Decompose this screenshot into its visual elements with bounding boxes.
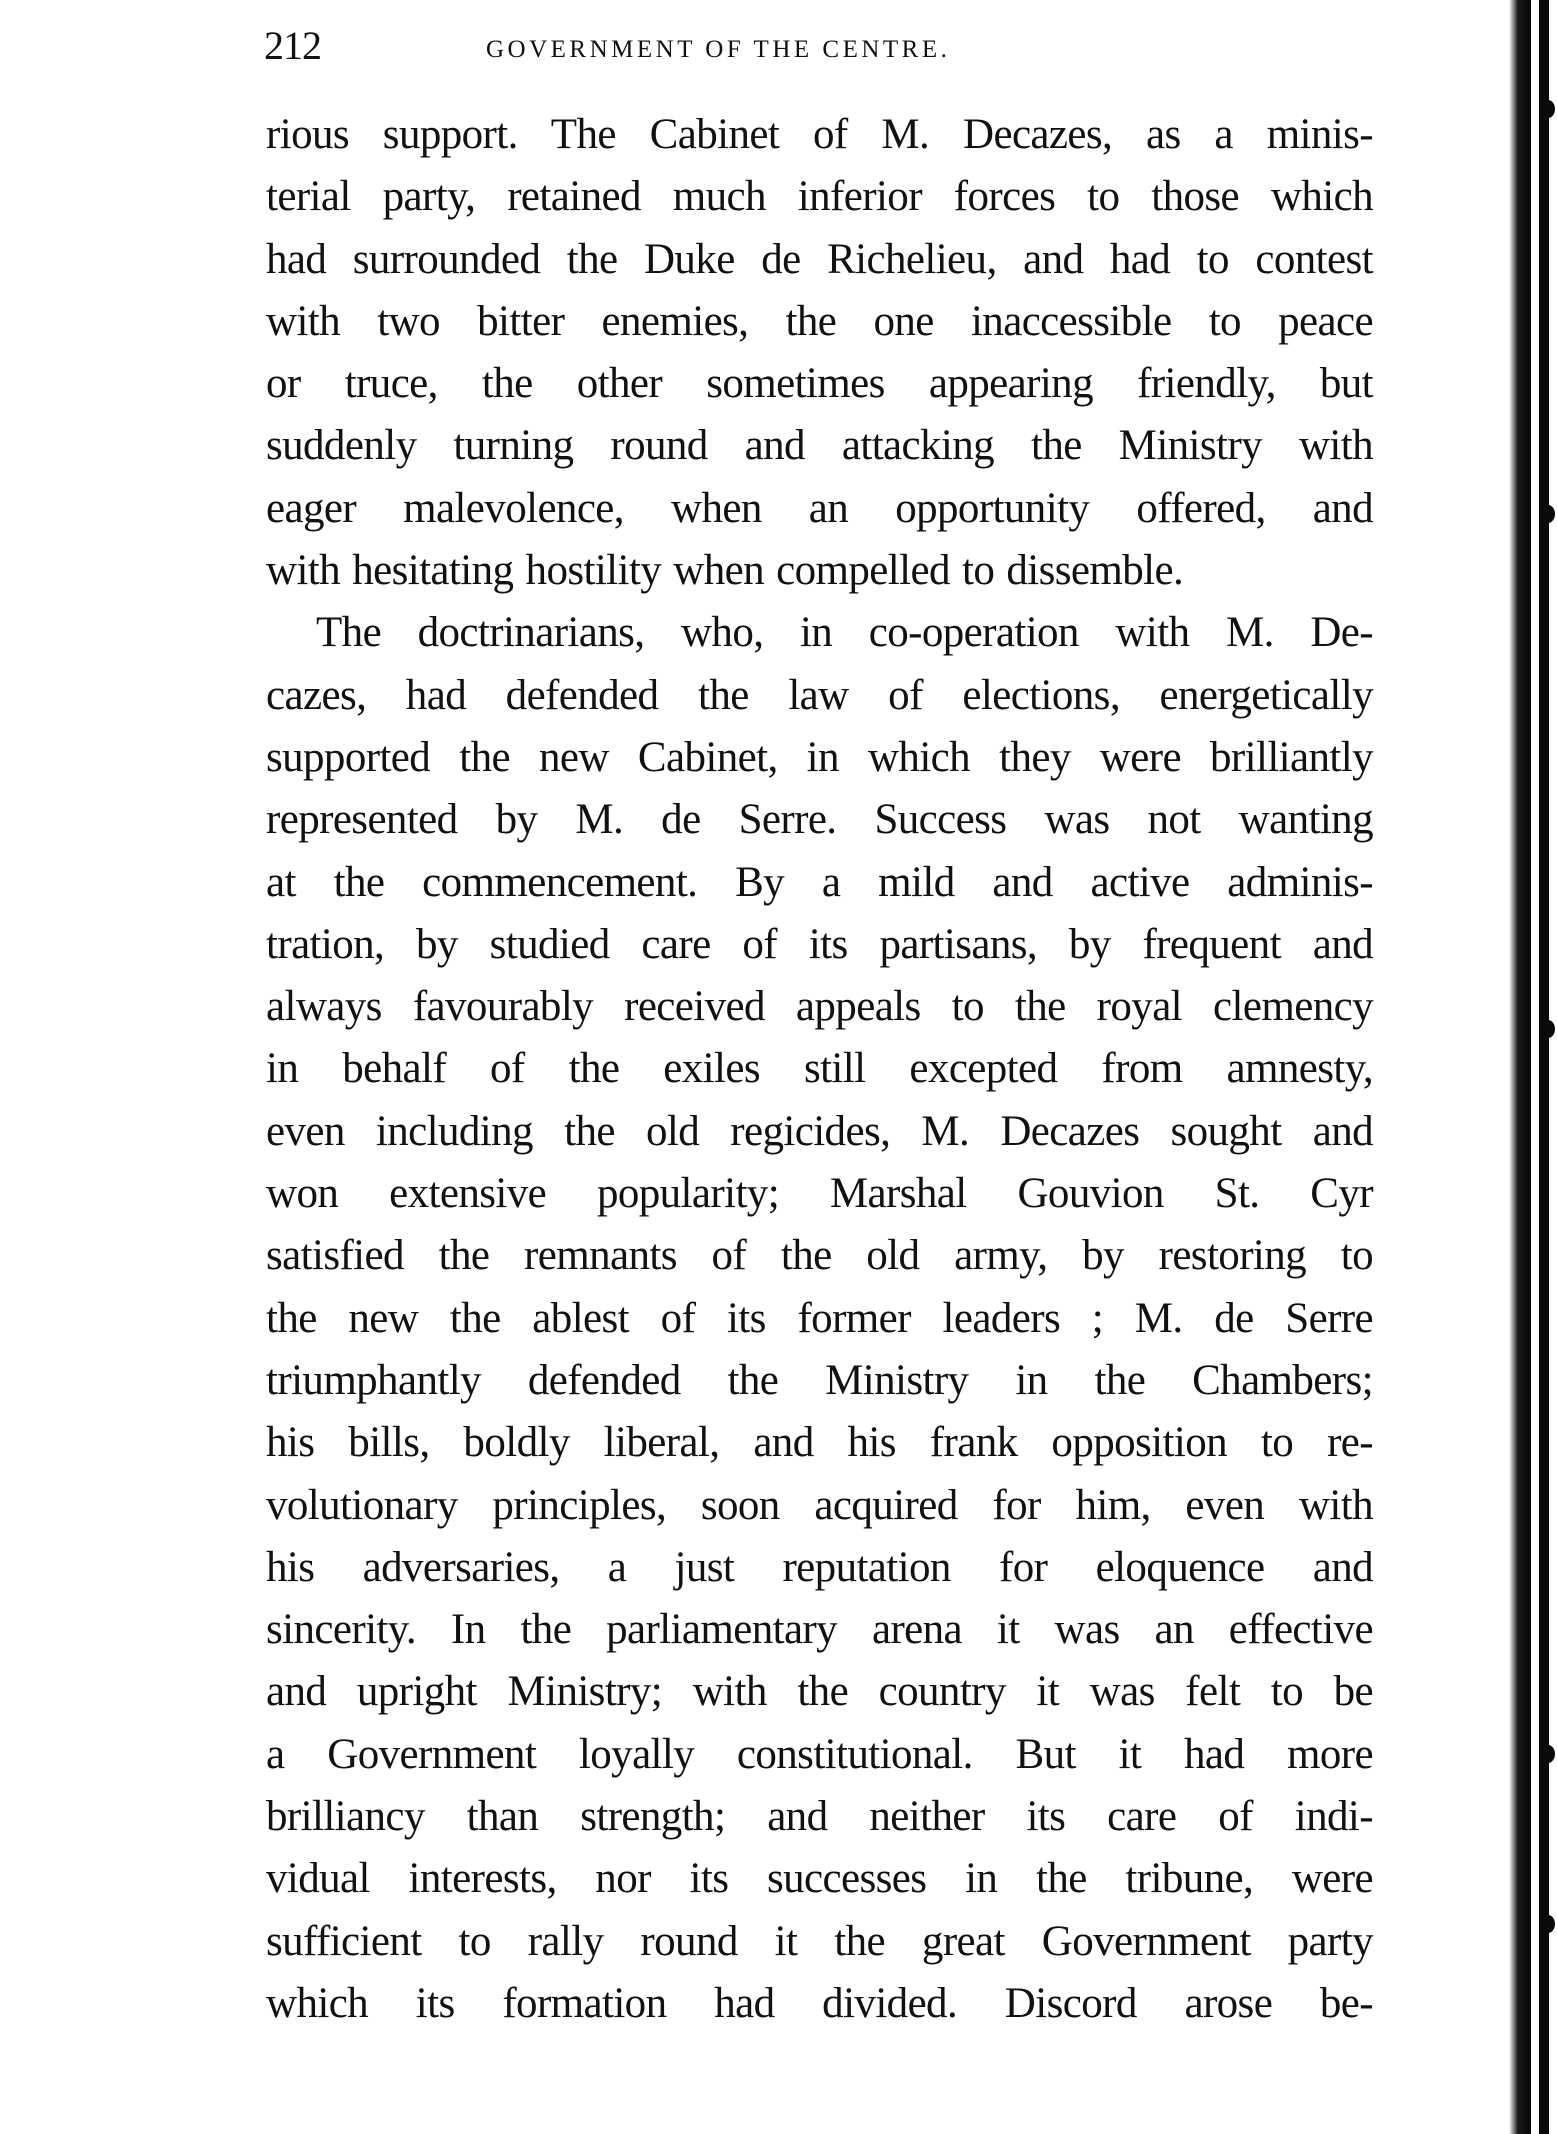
text-line: terial party, retained much inferior forces to those which <box>266 173 1373 221</box>
binding-notch <box>1541 100 1555 118</box>
text-line: The doctrinarians, who, in co-operation with M. De- <box>316 609 1373 657</box>
text-line: eager malevolence, when an opportunity offered, and <box>266 484 1373 532</box>
binding-notch <box>1541 1020 1555 1038</box>
text-line: vidual interests, nor its successes in the tribune, were <box>266 1855 1373 1903</box>
text-line: the new the ablest of its former leaders ; M. de Serre <box>266 1294 1373 1342</box>
text-line: suddenly turning round and attacking the Ministry with <box>266 422 1373 470</box>
paragraph-1 <box>266 104 1373 602</box>
text-line: sincerity. In the parliamentary arena it was an effective <box>266 1606 1373 1654</box>
paragraph-2 <box>266 602 1373 2035</box>
text-line: which its formation had divided. Discord arose be- <box>266 1979 1373 2027</box>
text-line: his bills, boldly liberal, and his frank opposition to re- <box>266 1419 1373 1467</box>
text-line: at the commencement. By a mild and active adminis- <box>266 858 1373 906</box>
text-line: rious support. The Cabinet of M. Decazes, as a minis- <box>266 111 1373 158</box>
text-line: volutionary principles, soon acquired for him, even with <box>266 1481 1373 1529</box>
text-line: represented by M. de Serre. Success was not wanting <box>266 796 1373 844</box>
text-line: or truce, the other sometimes appearing friendly, but <box>266 360 1373 408</box>
body-text <box>266 104 1373 2035</box>
text-line: had surrounded the Duke de Richelieu, and had to contest <box>266 235 1373 283</box>
text-line: always favourably received appeals to the royal clemency <box>266 983 1373 1031</box>
scanned-binding-edge <box>1493 0 1557 2134</box>
text-line: cazes, had defended the law of elections, energetically <box>266 671 1373 719</box>
page-number: 212 <box>264 23 321 68</box>
text-line: a Government loyally constitutional. But it had more <box>266 1730 1373 1778</box>
text-line: won extensive popularity; Marshal Gouvion St. Cyr <box>266 1170 1373 1218</box>
text-line: tration, by studied care of its partisans, by frequent and <box>266 920 1373 968</box>
binding-notch <box>1541 505 1555 523</box>
text-line: even including the old regicides, M. Decazes sought and <box>266 1107 1373 1155</box>
binding-notch <box>1541 1745 1555 1763</box>
running-title: GOVERNMENT OF THE CENTRE. <box>486 36 951 63</box>
text-line: brilliancy than strength; and neither its care of indi- <box>266 1793 1373 1841</box>
text-line: sufficient to rally round it the great Government party <box>266 1917 1373 1965</box>
text-line: in behalf of the exiles still excepted from amnesty, <box>266 1045 1373 1093</box>
text-line: and upright Ministry; with the country it was felt to be <box>266 1668 1373 1716</box>
text-line: triumphantly defended the Ministry in the Chambers; <box>266 1356 1373 1404</box>
binding-spine <box>1539 0 1549 2134</box>
binding-shadow <box>1509 0 1531 2134</box>
text-line: satisfied the remnants of the old army, by restoring to <box>266 1232 1373 1280</box>
text-line: supported the new Cabinet, in which they were brilliantly <box>266 733 1373 781</box>
text-line: with two bitter enemies, the one inaccessible to peace <box>266 297 1373 345</box>
running-head <box>262 18 1377 78</box>
binding-notch <box>1541 1915 1555 1933</box>
text-line: his adversaries, a just reputation for eloquence and <box>266 1543 1373 1591</box>
text-line: with hesitating hostility when compelled to dissemble. <box>266 547 1184 595</box>
